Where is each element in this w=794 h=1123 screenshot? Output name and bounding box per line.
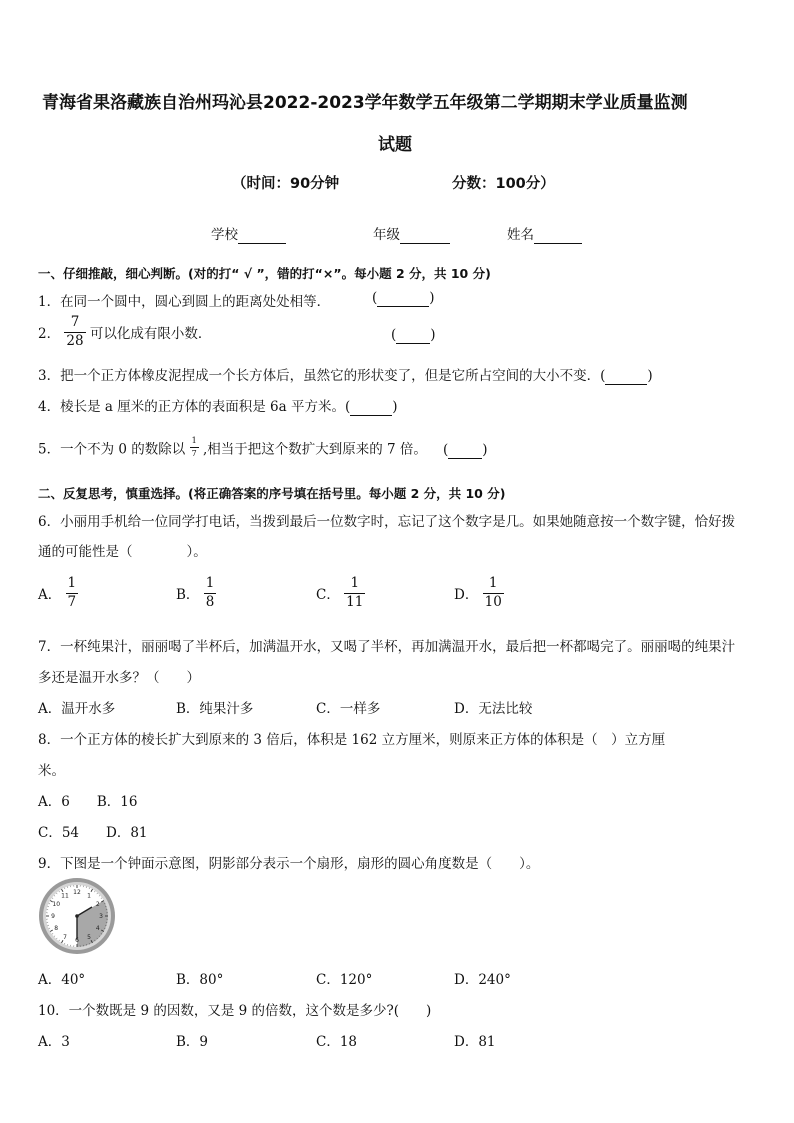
- q9-text: 9．下图是一个钟面示意图，阴影部分表示一个扇形，扇形的圆心角度数是（ ）。: [38, 856, 540, 872]
- grade-blank[interactable]: [400, 227, 450, 244]
- q6-option-b-label: B．: [176, 587, 200, 603]
- q4-text: 4．棱长是 a 厘米的正方体的表面积是 6a 平方米。(: [38, 399, 351, 415]
- q2-denominator: 28: [66, 332, 84, 349]
- q6-option-b-fraction: [204, 577, 217, 609]
- q10-option-d[interactable]: D．81: [454, 1034, 496, 1050]
- q6-option-d[interactable]: [454, 577, 504, 609]
- grade-field: [373, 223, 450, 244]
- q7-option-d[interactable]: D．无法比较: [454, 701, 533, 717]
- q2-paren-close: ): [430, 327, 436, 343]
- clock-number-7: 7: [63, 933, 67, 941]
- name-field: [507, 223, 582, 244]
- q6-option-c-label: C．: [316, 587, 340, 603]
- question-3: [38, 364, 653, 385]
- page-title: 青海省果洛藏族自治州玛沁县2022-2023学年数学五年级第二学期期末学业质量监测: [42, 93, 688, 113]
- school-blank[interactable]: [238, 227, 286, 244]
- q5-fraction: [190, 437, 199, 458]
- q6-option-c-fraction: [344, 577, 365, 609]
- q7-line1: 7．一杯纯果汁，丽丽喝了半杯后，加满温开水，又喝了半杯，再加满温开水，最后把一杯都喝完了。丽丽喝的纯果汁: [38, 639, 736, 655]
- q2-prefix: 2．: [38, 326, 61, 342]
- question-5: [38, 437, 427, 458]
- q1-paren-close: ): [429, 290, 435, 306]
- q10-option-b[interactable]: B．9: [176, 1034, 209, 1050]
- clock-number-3: 3: [99, 913, 103, 921]
- clock-figure: [38, 877, 116, 955]
- section1-heading: 一、仔细推敲，细心判断。(对的打“ √ ”，错的打“×”。每小题 2 分，共 10 分): [38, 266, 491, 281]
- q10-text: 10．一个数既是 9 的因数，又是 9 的倍数，这个数是多少?( ): [38, 1003, 432, 1019]
- q9-option-a[interactable]: A．40°: [38, 972, 86, 988]
- question-1: [38, 290, 330, 310]
- question-4: [38, 395, 398, 416]
- q6-option-d-label: D．: [454, 587, 479, 603]
- q2-paren-open: (: [391, 327, 397, 343]
- clock-number-10: 10: [52, 901, 61, 909]
- q4-blank[interactable]: [350, 399, 392, 416]
- q6-option-d-fraction: [483, 577, 504, 609]
- q8-options-row1[interactable]: A．6 B．16: [38, 794, 138, 810]
- q6-b-num: 1: [205, 575, 215, 591]
- q6-option-c[interactable]: [316, 577, 365, 609]
- q6-option-a-fraction: [66, 577, 79, 609]
- clock-number-8: 8: [54, 925, 59, 933]
- q5-text: ,相当于把这个数扩大到原来的 7 倍。: [202, 441, 427, 458]
- clock-number-1: 1: [87, 892, 91, 900]
- q8-line1: 8．一个正方体的棱长扩大到原来的 3 倍后，体积是 162 立方厘米，则原来正方体的体积是（ ）立方厘: [38, 732, 666, 748]
- q7-option-b[interactable]: B．纯果汁多: [176, 701, 254, 717]
- q5-paren-open: (: [443, 442, 449, 458]
- q8-line2: 米。: [38, 763, 65, 779]
- q6-b-den: 8: [205, 593, 215, 610]
- q3-paren-close: ): [647, 368, 653, 384]
- q1-text: 1．在同一个圆中，圆心到圆上的距离处处相等．: [38, 294, 331, 310]
- clock-center: [75, 914, 79, 918]
- q6-d-den: 10: [484, 593, 502, 610]
- q8-options-row2[interactable]: C．54 D．81: [38, 825, 148, 841]
- school-field: [211, 223, 286, 244]
- q7-option-c[interactable]: C．一样多: [316, 701, 381, 717]
- q2-text: 可以化成有限小数．: [89, 326, 212, 342]
- q3-text: 3．把一个正方体橡皮泥捏成一个长方体后，虽然它的形状变了，但是它所占空间的大小不变．(: [38, 368, 606, 384]
- q6-c-num: 1: [350, 575, 360, 591]
- section2-heading: 二、反复思考，慎重选择。(将正确答案的序号填在括号里。每小题 2 分，共 10 分): [38, 486, 506, 501]
- q6-a-den: 7: [67, 593, 77, 610]
- q1-paren-open: (: [372, 290, 378, 306]
- q6-option-b[interactable]: [176, 577, 216, 609]
- clock-number-9: 9: [51, 913, 55, 921]
- q5-paren-close: ): [482, 442, 488, 458]
- q2-numerator: 7: [70, 314, 80, 330]
- q2-fraction: [64, 316, 85, 348]
- page-title-line2: 试题: [378, 135, 412, 155]
- q6-option-a[interactable]: [38, 577, 78, 609]
- q10-option-c[interactable]: C．18: [316, 1034, 358, 1050]
- q6-line2: 通的可能性是（ ）。: [38, 544, 207, 560]
- q7-line2: 多还是温开水多？（ ）: [38, 670, 200, 686]
- q7-option-a[interactable]: A．温开水多: [38, 701, 116, 717]
- q5-answer[interactable]: [443, 442, 488, 459]
- q4-paren-close: ): [392, 399, 398, 415]
- clock-number-12: 12: [73, 889, 81, 897]
- q6-d-num: 1: [488, 575, 498, 591]
- q6-c-den: 11: [346, 593, 364, 610]
- q6-a-num: 1: [67, 575, 77, 591]
- clock-number-5: 5: [87, 933, 91, 941]
- q5-numerator: 1: [191, 436, 197, 445]
- clock-number-11: 11: [61, 892, 69, 900]
- q10-option-a[interactable]: A．3: [38, 1034, 70, 1050]
- clock-number-4: 4: [95, 925, 100, 933]
- q1-answer[interactable]: [372, 290, 435, 307]
- q5-prefix: 5．一个不为 0 的数除以: [38, 441, 186, 458]
- clock-number-6: 6: [75, 937, 79, 945]
- school-label: 学校: [211, 227, 238, 243]
- q9-option-d[interactable]: D．240°: [454, 972, 511, 988]
- exam-time: （时间：90分钟: [232, 176, 340, 192]
- q5-denominator: 7: [191, 449, 197, 458]
- clock-number-2: 2: [95, 901, 100, 909]
- q6-option-a-label: A．: [38, 587, 62, 603]
- exam-score: 分数：100分）: [452, 176, 555, 192]
- question-2: [38, 316, 211, 348]
- q3-blank[interactable]: [605, 368, 647, 385]
- q6-line1: 6．小丽用手机给一位同学打电话，当拨到最后一位数字时，忘记了这个数字是几。如果她随意按一个数字键，恰好拨: [38, 514, 736, 530]
- q9-option-b[interactable]: B．80°: [176, 972, 224, 988]
- grade-label: 年级: [373, 227, 400, 243]
- q9-option-c[interactable]: C．120°: [316, 972, 373, 988]
- name-blank[interactable]: [534, 227, 582, 244]
- name-label: 姓名: [507, 227, 534, 243]
- q2-answer[interactable]: [391, 327, 436, 344]
